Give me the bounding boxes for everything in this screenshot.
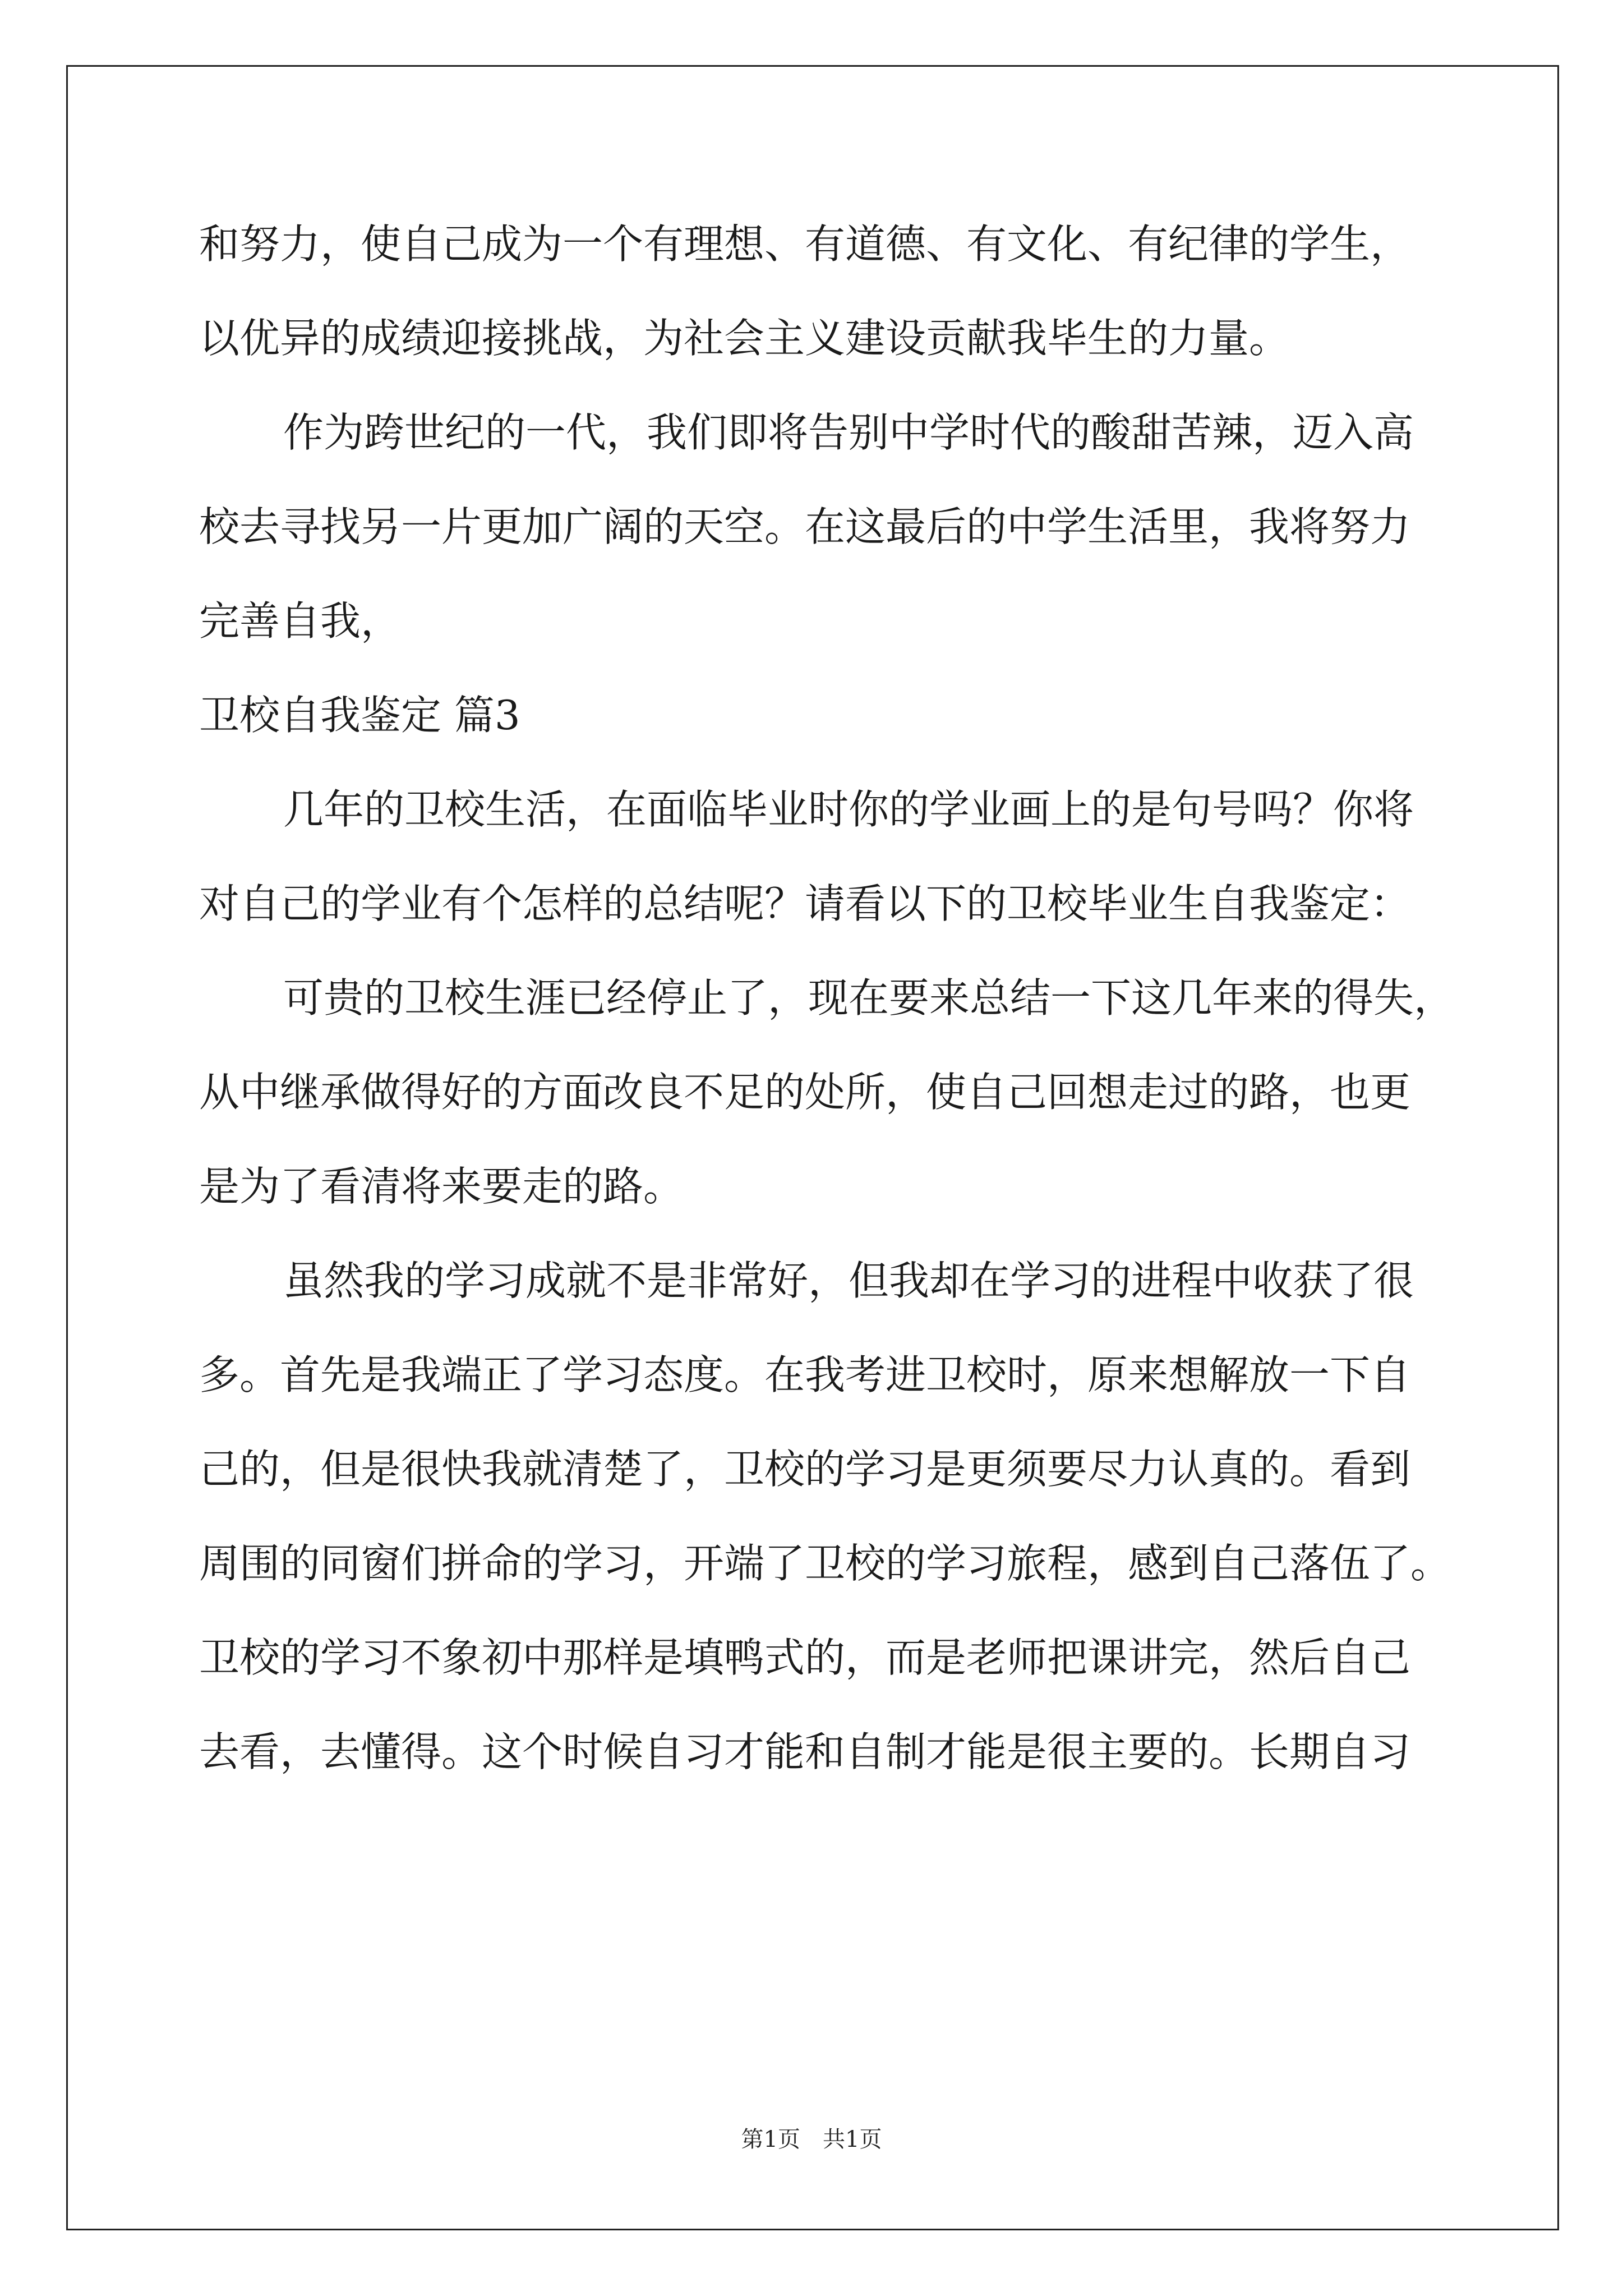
text-line: 作为跨世纪的一代，我们即将告别中学时代的酸甜苦辣，迈入高 (283, 409, 1414, 456)
text-line: 从中继承做得好的方面改良不足的处所，使自己回想走过的路，也更 (199, 1069, 1411, 1116)
text-line: 以优异的成绩迎接挑战，为社会主义建设贡献我毕生的力量。 (199, 315, 1290, 362)
document-body (199, 213, 1461, 1815)
text-line: 是为了看清将来要走的路。 (199, 1163, 684, 1210)
text-line: 己的，但是很快我就清楚了，卫校的学习是更须要尽力认真的。看到 (199, 1446, 1411, 1493)
text-line: 卫校的学习不象初中那样是填鸭式的，而是老师把课讲完，然后自己 (199, 1634, 1411, 1681)
text-line: 对自己的学业有个怎样的总结呢？请看以下的卫校毕业生自我鉴定： (199, 880, 1411, 927)
text-line: 卫校自我鉴定 篇3 (199, 692, 520, 739)
text-line: 可贵的卫校生涯已经停止了，现在要来总结一下这几年来的得失， (283, 974, 1455, 1022)
text-line: 几年的卫校生活，在面临毕业时你的学业画上的是句号吗？你将 (283, 786, 1414, 833)
text-line: 完善自我， (199, 597, 402, 645)
text-line: 虽然我的学习成就不是非常好，但我却在学习的进程中收获了很 (283, 1257, 1414, 1304)
text-line: 校去寻找另一片更加广阔的天空。在这最后的中学生活里，我将努力 (199, 503, 1411, 550)
text-line: 多。首先是我端正了学习态度。在我考进卫校时，原来想解放一下自 (199, 1351, 1411, 1398)
text-line: 周围的同窗们拼命的学习，开端了卫校的学习旅程，感到自己落伍了。 (199, 1540, 1451, 1587)
page-footer: 第1页 共1页 (741, 2127, 882, 2152)
text-line: 去看，去懂得。这个时候自习才能和自制才能是很主要的。长期自习 (199, 1728, 1411, 1775)
text-line: 和努力，使自己成为一个有理想、有道德、有文化、有纪律的学生， (199, 220, 1411, 268)
